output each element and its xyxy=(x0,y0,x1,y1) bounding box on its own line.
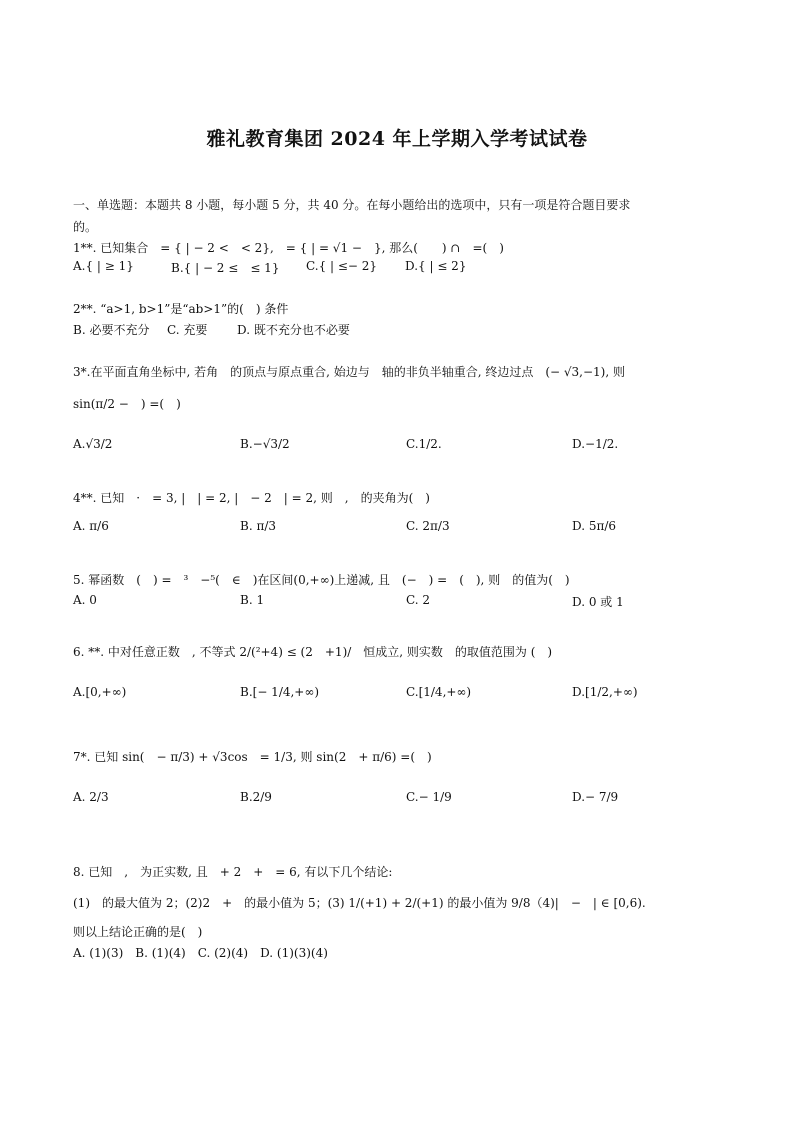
question-4-option-b: B. π/3 xyxy=(240,519,277,533)
question-8-prompt: 则以上结论正确的是( ) xyxy=(73,925,203,939)
question-3-stem-cont: sin(π/2 − ) =( ) xyxy=(73,397,181,411)
question-4-option-a: A. π/6 xyxy=(73,519,109,533)
question-2-option-d: D. 既不充分也不必要 xyxy=(237,323,350,337)
question-3-stem: 3*.在平面直角坐标中, 若角 的顶点与原点重合, 始边与 轴的非负半轴重合, 终边过点 (− √3,−1), 则 xyxy=(73,365,625,379)
question-4-option-c: C. 2π/3 xyxy=(406,519,450,533)
question-2-option-c: C. 充要 xyxy=(167,323,208,337)
question-8-options: A. (1)(3) B. (1)(4) C. (2)(4) D. (1)(3)(4) xyxy=(73,946,328,960)
question-4-stem: 4**. 已知 · = 3, | | = 2, | − 2 | = 2, 则 , 的夹角为( ) xyxy=(73,491,430,505)
question-7-option-d: D.− 7/9 xyxy=(572,790,619,804)
question-4-option-d: D. 5π/6 xyxy=(572,519,617,533)
question-3-option-c: C.1/2. xyxy=(406,437,442,451)
question-6-option-d: D.[1/2,+∞) xyxy=(572,685,638,699)
question-7-stem: 7*. 已知 sin( − π/3) + √3cos = 1/3, 则 sin(2 + π/6) =( ) xyxy=(73,750,432,764)
question-1-option-c: C.{ | ≤− 2} xyxy=(306,259,378,273)
question-1-option-d: D.{ | ≤ 2} xyxy=(405,259,467,273)
question-6-option-a: A.[0,+∞) xyxy=(73,685,127,699)
question-1-option-a: A.{ | ≥ 1} xyxy=(73,259,134,273)
question-6-option-c: C.[1/4,+∞) xyxy=(406,685,472,699)
section-heading: 一、单选题：本题共 8 小题，每小题 5 分，共 40 分。在每小题给出的选项中，只有一项是符合题目要求 xyxy=(73,198,631,212)
question-1-option-b: B.{ | − 2 ≤ ≤ 1} xyxy=(171,261,280,275)
section-heading-cont: 的。 xyxy=(73,220,98,234)
question-3-option-d: D.−1/2. xyxy=(572,437,619,451)
question-5-option-a: A. 0 xyxy=(73,593,97,607)
question-3-option-b: B.−√3/2 xyxy=(240,437,290,451)
question-8-stem: 8. 已知 , 为正实数, 且 + 2 + = 6, 有以下几个结论: xyxy=(73,865,393,879)
question-5-stem: 5. 幂函数 ( ) = ³ −⁵( ∈ )在区间(0,+∞)上递减, 且 (− ) = ( ), 则 的值为( ) xyxy=(73,573,570,587)
question-7-option-b: B.2/9 xyxy=(240,790,272,804)
question-5-option-b: B. 1 xyxy=(240,593,265,607)
question-1-stem: 1**. 已知集合 = { | − 2 < < 2}, = { | = √1 − }, 那么( ) ∩ =( ) xyxy=(73,241,504,255)
question-6-stem: 6. **. 中对任意正数 , 不等式 2/(²+4) ≤ (2 +1)/ 恒成立, 则实数 的取值范围为 ( ) xyxy=(73,645,553,659)
question-6-option-b: B.[− 1/4,+∞) xyxy=(240,685,320,699)
question-3-option-a: A.√3/2 xyxy=(73,437,113,451)
question-7-option-a: A. 2/3 xyxy=(73,790,109,804)
question-2-stem: 2**. “a>1, b>1”是“ab>1”的( ) 条件 xyxy=(73,302,289,316)
question-8-conclusions: (1) 的最大值为 2；(2)2 + 的最小值为 5；(3) 1/(+1) + 2/(+1) 的最小值为 9/8（4)| − | ∈ [0,6). xyxy=(73,896,646,910)
question-5-option-d: D. 0 或 1 xyxy=(572,595,624,609)
question-5-option-c: C. 2 xyxy=(406,593,431,607)
question-2-option-b: B. 必要不充分 xyxy=(73,323,150,337)
question-7-option-c: C.− 1/9 xyxy=(406,790,452,804)
exam-title: 雅礼教育集团 2024 年上学期入学考试试卷 xyxy=(206,128,588,150)
